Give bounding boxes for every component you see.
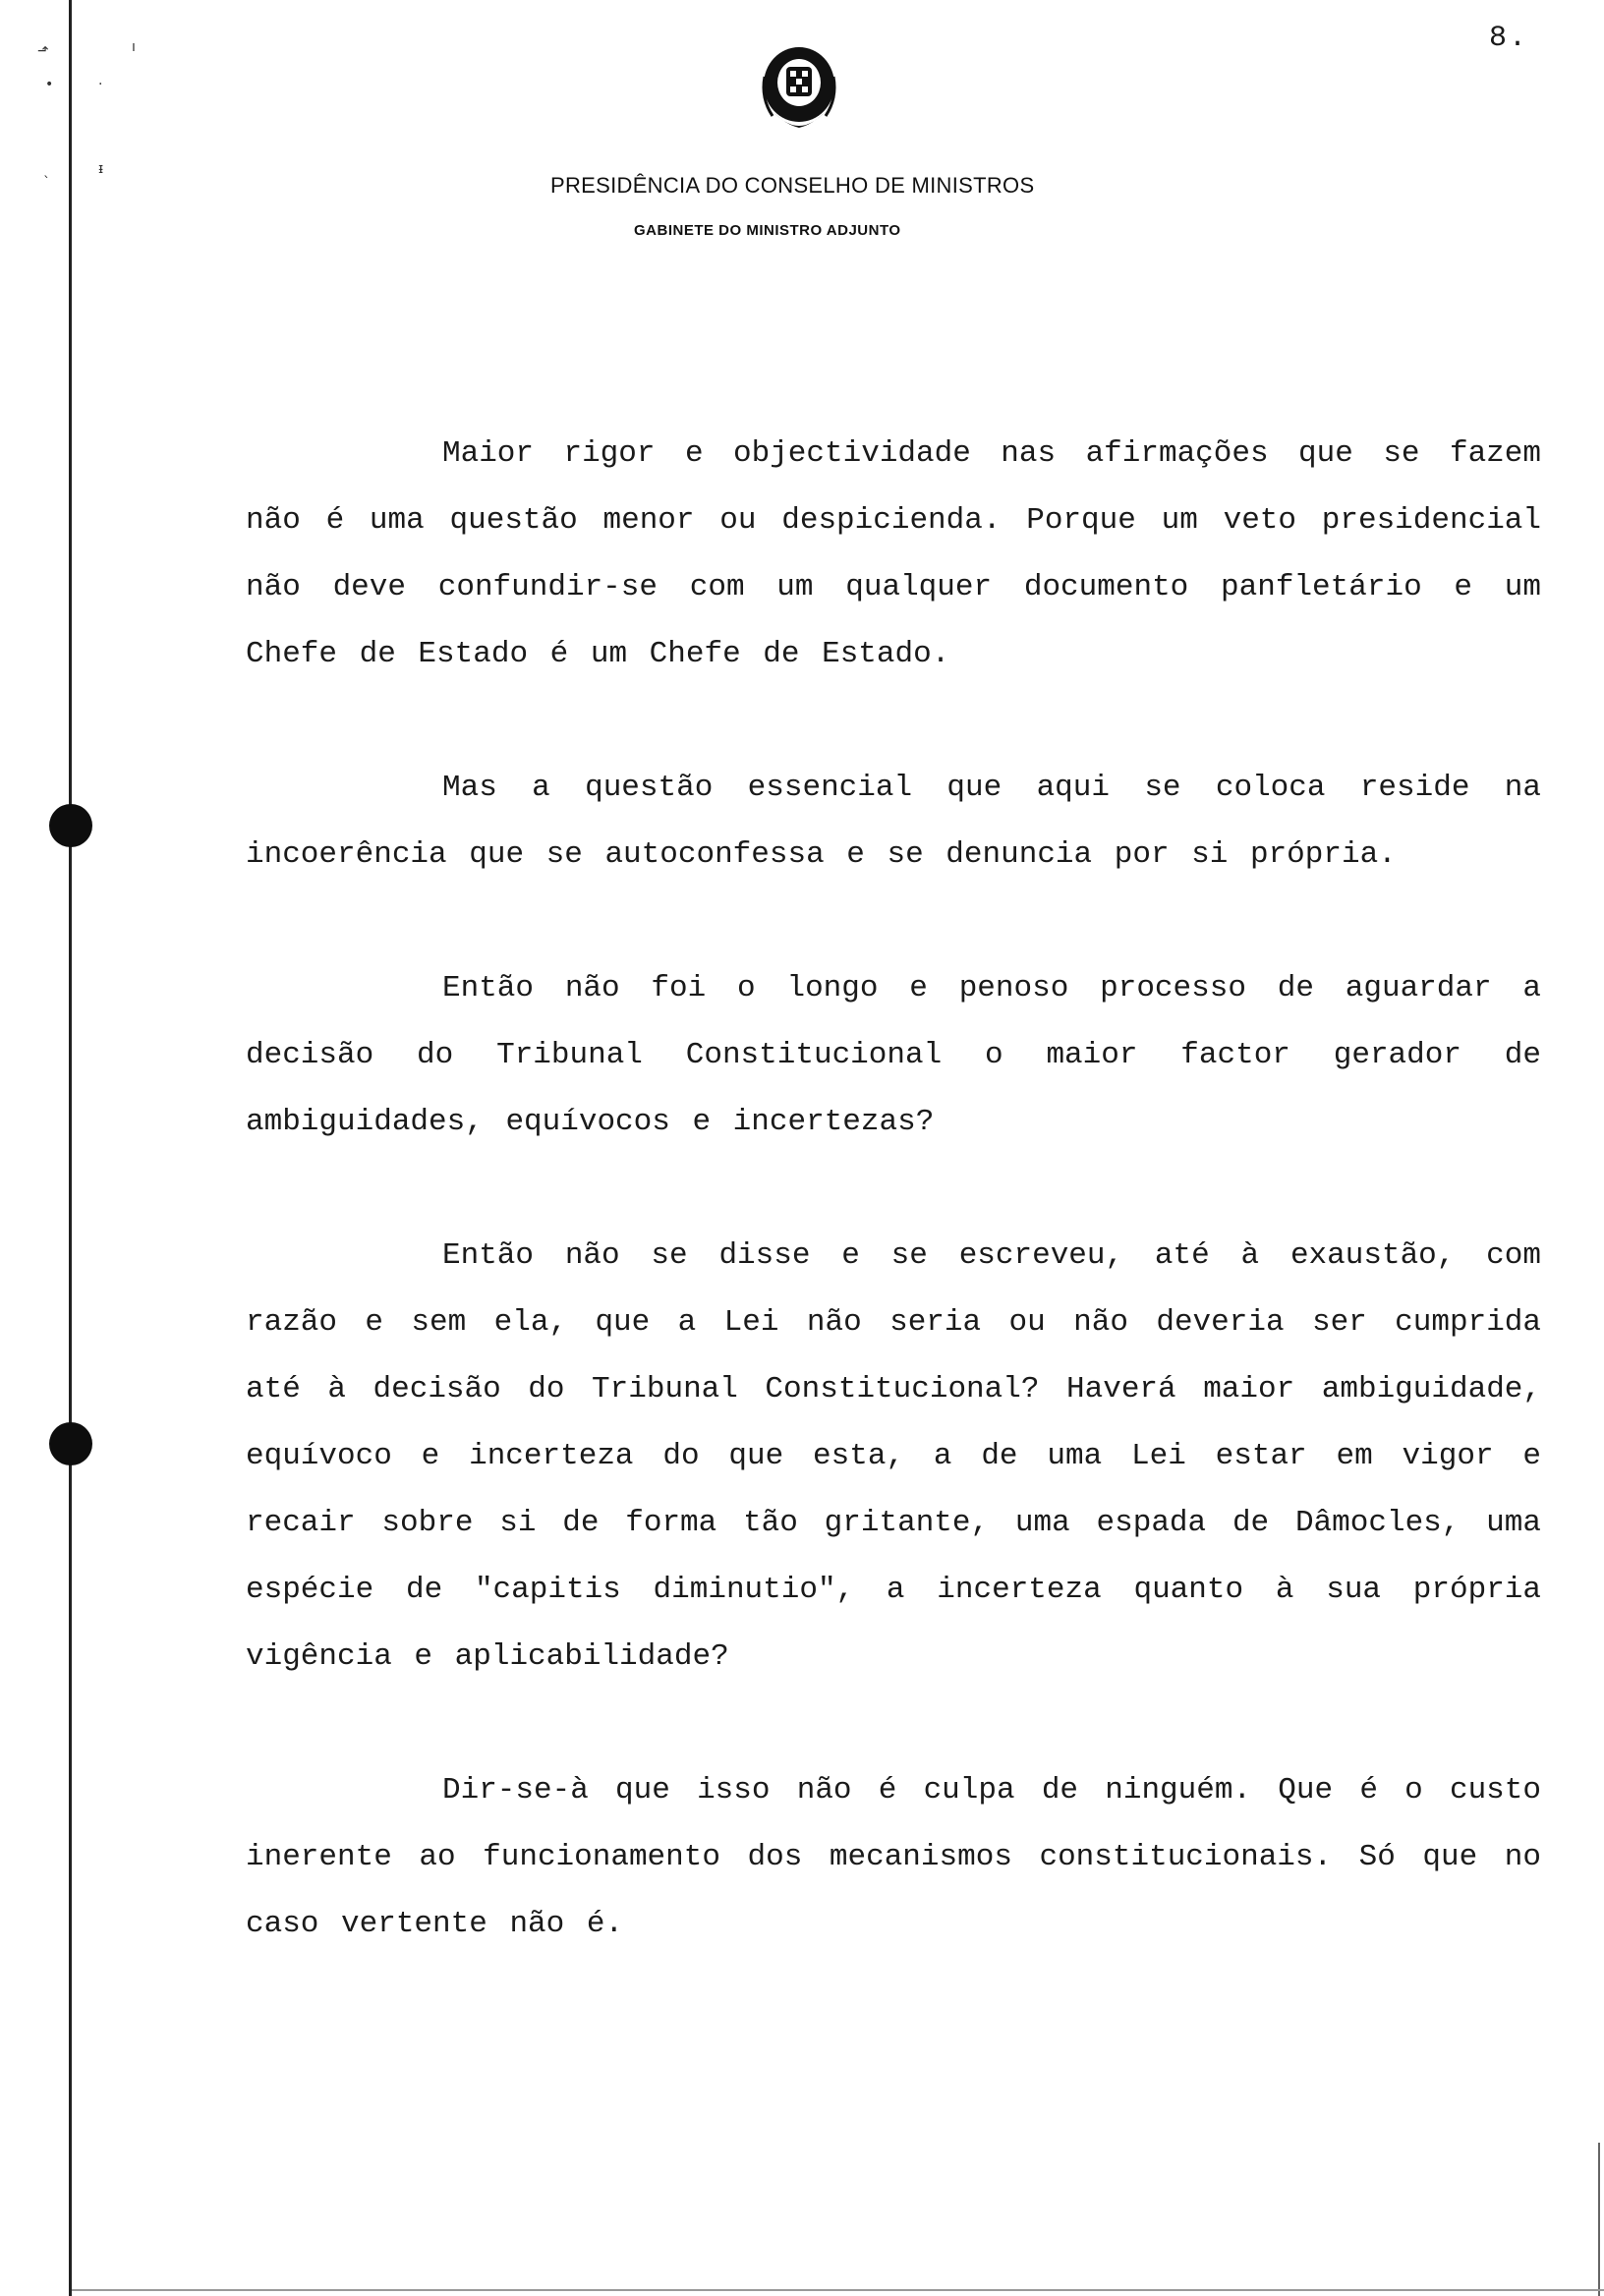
page-number: 8. bbox=[1489, 22, 1529, 55]
body-paragraph: Mas a questão essencial que aqui se coloca reside na incoerência que se autoconfessa e se denuncia por si própria. bbox=[246, 771, 1541, 872]
letterhead-title: PRESIDÊNCIA DO CONSELHO DE MINISTROS bbox=[550, 173, 1035, 198]
scan-edge-mark bbox=[1598, 2143, 1600, 2296]
coat-of-arms-emblem bbox=[757, 37, 841, 142]
document-body bbox=[246, 421, 1541, 1958]
letterhead-subtitle: GABINETE DO MINISTRO ADJUNTO bbox=[634, 222, 901, 239]
page-bottom-edge bbox=[72, 2289, 1604, 2291]
body-paragraph: Então não se disse e se escreveu, até à exaustão, com razão e sem ela, que a Lei não seria ou não deveria ser cumprida até à decisão do Tribunal Constitucional? Haverá maior ambiguidade, equívoco e incerteza do que esta, a de uma Lei estar em vigor e recair sobre si de forma tão gritante, uma espada de Dâmocles, uma espécie de "capitis diminutio", a incerteza quanto à sua própria vigência e aplicabilidade? bbox=[246, 1238, 1541, 1674]
punch-hole-bottom bbox=[49, 1422, 92, 1465]
scan-speck: ` bbox=[43, 175, 50, 191]
body-paragraph: Então não foi o longo e penoso processo de aguardar a decisão do Tribunal Constitucional o maior factor gerador de ambiguidades, equívocos e incertezas? bbox=[246, 971, 1541, 1139]
body-paragraph: Maior rigor e objectividade nas afirmações que se fazem não é uma questão menor ou despicienda. Porque um veto presidencial não deve confundir-se com um qualquer documento panfletário e um Chefe de Estado é um Chefe de Estado. bbox=[246, 436, 1541, 671]
scan-speck: · bbox=[98, 77, 103, 92]
scan-speck: ᵻ bbox=[98, 161, 104, 177]
scan-speck: ı bbox=[132, 39, 136, 55]
scan-speck: ⬏ bbox=[37, 43, 49, 59]
body-paragraph: Dir-se-à que isso não é culpa de ninguém. Que é o custo inerente ao funcionamento dos mecanismos constitucionais. Só que no caso vertente não é. bbox=[246, 1773, 1541, 1941]
scan-speck: • bbox=[45, 77, 54, 92]
punch-hole-top bbox=[49, 804, 92, 847]
binding-margin-line bbox=[69, 0, 72, 2296]
